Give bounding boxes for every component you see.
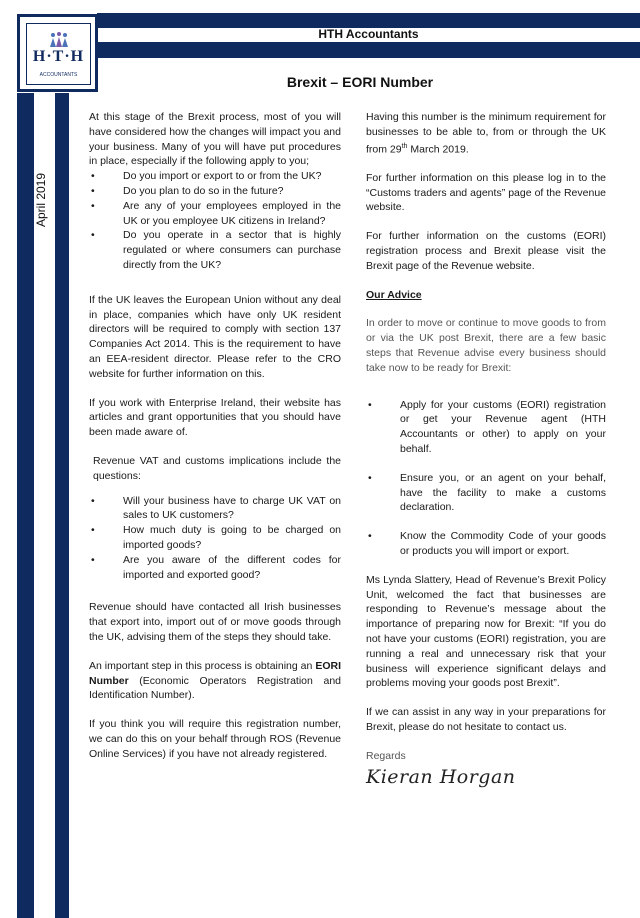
list-item: • Do you plan to do so in the future? (89, 184, 341, 199)
min-text-a: Having this number is the minimum requirement for businesses to be able to, from or through the UK from 29 (366, 111, 606, 156)
min-text-b: March 2019. (407, 143, 469, 156)
quote-paragraph: Ms Lynda Slattery, Head of Revenue’s Brexit Policy Unit, welcomed the fact that businesses are responding to Revenue’s message about the importance of preparing now for Brexit: “If you do not have your customs (EORI) registration, you are running a real and unnecessary risk that your business will experience significant delays and problems moving your goods post Brexit”. (366, 573, 606, 690)
sidebar-bar (17, 93, 34, 918)
regards-text: Regards (366, 749, 406, 762)
company-logo (17, 14, 98, 92)
minimum-requirement-paragraph (366, 110, 606, 157)
login-paragraph: For further information on this please log in to the “Customs traders and agents” page of the Revenue website. (366, 171, 606, 214)
min-superscript: th (401, 142, 408, 150)
list-item: • Are you aware of the different codes for imported and exported good? (89, 553, 341, 583)
ros-paragraph: If you think you will require this registration number, we can do this on your behalf through ROS (Revenue Online Services) if you have not already registered. (89, 718, 341, 760)
list-item: • Will your business have to charge UK VAT on sales to UK customers? (89, 494, 341, 524)
list-item: • Ensure you, or an agent on your behalf, have the facility to make a customs declaration. (366, 471, 606, 515)
list-item: • Are any of your employees employed in the UK or you employee UK citizens in Ireland? (89, 199, 341, 229)
question-list (89, 169, 341, 273)
our-advice-heading: Our Advice (366, 288, 422, 301)
no-deal-paragraph: If the UK leaves the European Union without any deal in place, companies which have only UK resident directors will be required to comply with section 137 Companies Act 2014. This is the requirement to have an EEA-resident director. Please refer to the CRO website for further information on this. (89, 293, 341, 380)
company-name: HTH Accountants (318, 27, 419, 41)
logo-frame (26, 23, 91, 85)
document-title: Brexit – EORI Number (286, 74, 434, 90)
list-item: • Know the Commodity Code of your goods or products you will import or export. (366, 529, 606, 559)
vat-intro: Revenue VAT and customs implications include the questions: (93, 454, 341, 482)
vat-question-list (89, 494, 341, 583)
assist-paragraph: If we can assist in any way in your preparations for Brexit, please do not hesitate to contact us. (366, 706, 606, 733)
eori-step-paragraph (89, 659, 341, 703)
eori-number-term: EORI Number (89, 659, 341, 687)
intro-paragraph: At this stage of the Brexit process, most of you will have considered how the changes will impact you and your business. Many of you will have put procedures in place, especially if the following apply to you; (89, 111, 341, 168)
enterprise-paragraph: If you work with Enterprise Ireland, their website has articles and grant opportunities that you should have been made aware of. (89, 396, 341, 439)
issue-date: April 2019 (34, 172, 48, 228)
logo-subtitle: ACCOUNTANTS (39, 72, 78, 78)
signature: Kieran Horgan (366, 765, 516, 788)
list-item: • Do you operate in a sector that is highly regulated or where consumers can purchase directly from the UK? (89, 228, 341, 272)
eori-step-text-a: An important step in this process is obtaining an (89, 659, 316, 672)
sidebar-bar-secondary (55, 93, 69, 918)
eori-step-text-c: (Economic Operators Registration and Identification Number). (89, 674, 341, 702)
revenue-paragraph: Revenue should have contacted all Irish businesses that export into, import out of or move goods through the UK, advising them of the steps they should take. (89, 601, 341, 643)
people-icon (49, 32, 69, 48)
advice-steps (366, 398, 606, 559)
logo-letters: H·T·H (32, 48, 85, 65)
list-item: • How much duty is going to be charged on imported goods? (89, 523, 341, 553)
advice-intro: In order to move or continue to move goods to from or via the UK post Brexit, there are a few basic steps that Revenue advise every business should take now to be ready for Brexit: (366, 317, 606, 374)
list-item: • Do you import or export to or from the UK? (89, 169, 341, 184)
header-bottom-bar (97, 42, 640, 58)
list-item: • Apply for your customs (EORI) registration or get your Revenue agent (HTH Accountants or other) to apply on your behalf. (366, 398, 606, 457)
eori-info-paragraph: For further information on the customs (EORI) registration process and Brexit please visit the Brexit page of the Revenue website. (366, 230, 606, 272)
right-column (366, 110, 606, 788)
left-column (89, 110, 341, 775)
